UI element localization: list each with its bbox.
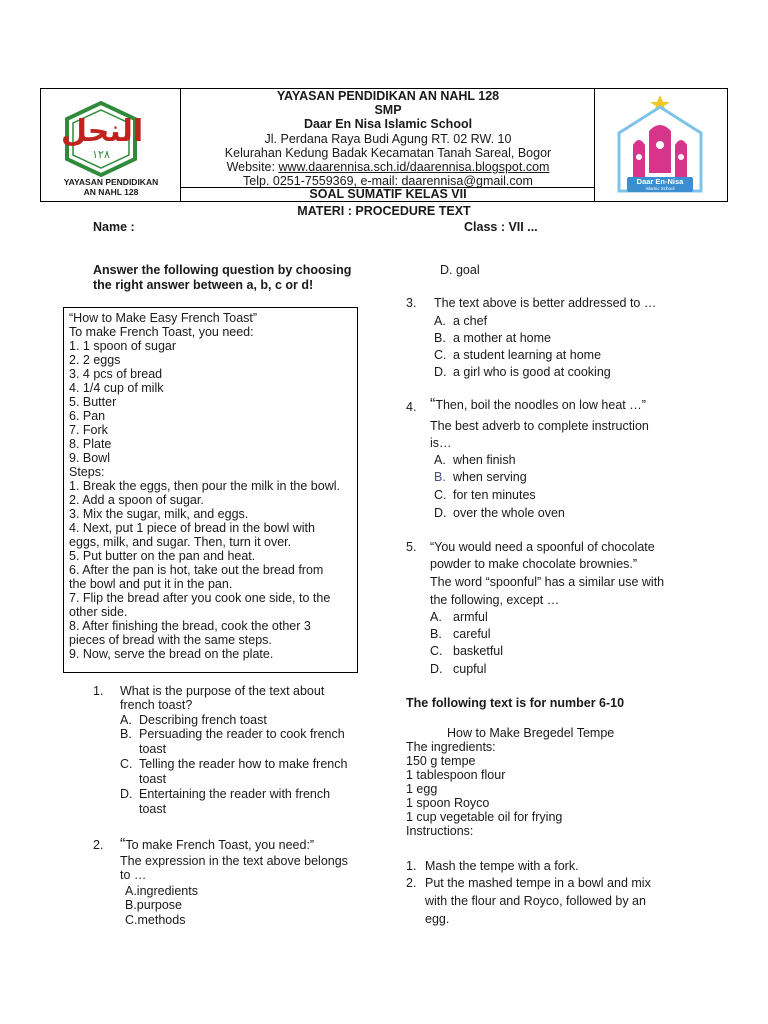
text-line: the bowl and put it in the pan. (69, 577, 233, 591)
option-d-cont: toast (139, 802, 167, 816)
option-b[interactable]: a mother at home (453, 331, 551, 345)
text-line: 4. Next, put 1 piece of bread in the bowl with (69, 521, 315, 535)
option-a[interactable]: A.ingredients (125, 884, 198, 898)
option-letter: B. (434, 331, 446, 345)
address-line2: Kelurahan Kedung Badak Kecamatan Tanah Sareal, Bogor (224, 145, 552, 160)
question-number: 4. (406, 400, 417, 414)
text-line: 4. 1/4 cup of milk (69, 381, 164, 395)
logo-caption-line1: YAYASAN PENDIDIKAN (63, 177, 159, 187)
option-a[interactable]: when finish (453, 453, 516, 467)
q2-option-d[interactable]: D. goal (440, 263, 480, 277)
step-number: 1. (406, 859, 417, 873)
question-stem: What is the purpose of the text about (120, 684, 325, 698)
question-number: 3. (406, 296, 417, 310)
question-stem: is… (430, 436, 452, 450)
option-letter: C. (434, 488, 447, 502)
text-line: Steps: (69, 465, 105, 479)
section-heading: The following text is for number 6-10 (406, 696, 625, 710)
option-b[interactable]: careful (453, 627, 491, 641)
phone-line: Telp. 0251-7559369, e-mail: daarennisa@gmail.com (243, 174, 533, 189)
stem-text: To make French Toast, you need:” (125, 838, 315, 852)
website-label: Website: (226, 160, 279, 175)
question-stem: the following, except … (430, 593, 560, 607)
materi-title: MATERI : PROCEDURE TEXT (297, 204, 471, 218)
option-c-cont: toast (139, 772, 167, 786)
text-line: 1 tablespoon flour (406, 768, 506, 782)
option-d[interactable]: cupful (453, 662, 487, 676)
option-d[interactable]: a girl who is good at cooking (453, 365, 611, 379)
name-field-label: Name : (93, 220, 135, 234)
text-title: How to Make Bregedel Tempe (447, 726, 615, 740)
question-stem: The text above is better addressed to … (434, 296, 657, 310)
address-line1: Jl. Perdana Raya Budi Agung RT. 02 RW. 10 (264, 131, 512, 146)
website-line (181, 160, 595, 174)
text-line: To make French Toast, you need: (69, 325, 254, 339)
option-letter: A. (430, 610, 442, 624)
text-line: 8. Plate (69, 437, 112, 451)
logo-subtitle: Islamic School (645, 186, 675, 191)
text-line: 1 cup vegetable oil for frying (406, 810, 563, 824)
text-line: eggs, milk, and sugar. Then, turn it over. (69, 535, 292, 549)
option-c[interactable]: Telling the reader how to make french (139, 757, 348, 771)
text-line: 1. 1 spoon of sugar (69, 339, 177, 353)
option-b[interactable]: Persuading the reader to cook french (139, 727, 345, 741)
instruction-line2: the right answer between a, b, c or d! (93, 278, 314, 292)
text-line: 6. Pan (69, 409, 106, 423)
school-level: SMP (374, 103, 402, 118)
option-letter: C. (120, 757, 133, 771)
option-a[interactable]: Describing french toast (139, 713, 267, 727)
step-text: with the flour and Royco, followed by an (425, 894, 646, 908)
option-c[interactable]: a student learning at home (453, 348, 602, 362)
stem-text: Then, boil the noodles on low heat …” (435, 398, 646, 412)
website-link[interactable]: www.daarennisa.sch.id/daarennisa.blogspot.com (278, 160, 550, 175)
option-letter: A. (434, 453, 446, 467)
quote-mark: “ (120, 836, 126, 853)
text-line: 6. After the pan is hot, take out the bread from (69, 563, 324, 577)
option-letter: D. (430, 662, 443, 676)
question-number: 1. (93, 684, 104, 698)
text-line: 8. After finishing the bread, cook the other 3 (69, 619, 311, 633)
step-text: egg. (425, 912, 450, 926)
instruction-line1: Answer the following question by choosing (93, 263, 352, 277)
option-letter: D. (434, 506, 447, 520)
foundation-name: YAYASAN PENDIDIKAN AN NAHL 128 (276, 89, 500, 103)
text-line: pieces of bread with the same steps. (69, 633, 272, 647)
option-letter: B. (120, 727, 132, 741)
question-stem: “You would need a spoonful of chocolate (430, 540, 655, 554)
option-d[interactable]: over the whole oven (453, 506, 565, 520)
option-c[interactable]: C.methods (125, 913, 186, 927)
option-a[interactable]: armful (453, 610, 488, 624)
question-stem (430, 398, 646, 412)
text-line: The ingredients: (406, 740, 496, 754)
option-letter: D. (120, 787, 133, 801)
french-toast-text-box (63, 307, 358, 673)
quote-mark: “ (430, 396, 436, 413)
text-line: 9. Bowl (69, 451, 110, 465)
text-line: 9. Now, serve the bread on the plate. (69, 647, 274, 661)
option-letter: D. (434, 365, 447, 379)
text-line: 2. 2 eggs (69, 353, 121, 367)
question-stem: The word “spoonful” has a similar use with (430, 575, 665, 589)
option-letter: B. (434, 470, 446, 484)
daar-en-nisa-logo (613, 93, 707, 197)
option-d[interactable]: Entertaining the reader with french (139, 787, 331, 801)
text-line: “How to Make Easy French Toast” (69, 311, 258, 325)
header-table (40, 88, 728, 202)
text-line: 3. Mix the sugar, milk, and eggs. (69, 507, 249, 521)
option-c[interactable]: basketful (453, 644, 504, 658)
option-a[interactable]: a chef (453, 314, 488, 328)
school-name: Daar En Nisa Islamic School (303, 117, 473, 132)
text-line: 2. Add a spoon of sugar. (69, 493, 204, 507)
option-b-cont: toast (139, 742, 167, 756)
text-line: 5. Butter (69, 395, 117, 409)
step-text: Mash the tempe with a fork. (425, 859, 579, 873)
logo-arabic-text: النحل (61, 114, 144, 149)
school-info (181, 89, 595, 188)
question-stem: The expression in the text above belongs (120, 854, 348, 868)
text-line: 1 spoon Royco (406, 796, 490, 810)
question-stem: french toast? (120, 698, 193, 712)
option-letter: B. (430, 627, 442, 641)
question-stem: The best adverb to complete instruction (430, 419, 649, 433)
option-letter: A. (434, 314, 446, 328)
question-stem: to … (120, 868, 147, 882)
option-b[interactable]: when serving (453, 470, 527, 484)
text-line: 5. Put butter on the pan and heat. (69, 549, 256, 563)
exam-title: SOAL SUMATIF KELAS VII (309, 187, 467, 201)
text-line: 1. Break the eggs, then pour the milk in the bowl. (69, 479, 340, 493)
text-line: other side. (69, 605, 128, 619)
option-letter: C. (434, 348, 447, 362)
question-stem (120, 838, 314, 852)
logo-caption-line2: AN NAHL 128 (83, 187, 139, 197)
text-line: 7. Fork (69, 423, 108, 437)
option-c[interactable]: for ten minutes (453, 488, 536, 502)
step-text: Put the mashed tempe in a bowl and mix (425, 876, 651, 890)
text-line: 150 g tempe (406, 754, 476, 768)
text-line: 7. Flip the bread after you cook one side, to the (69, 591, 331, 605)
question-number: 2. (93, 838, 104, 852)
logo-arabic-number: ١٢٨ (92, 148, 110, 161)
text-line: Instructions: (406, 824, 474, 838)
option-letter: A. (120, 713, 132, 727)
text-line: 3. 4 pcs of bread (69, 367, 163, 381)
step-number: 2. (406, 876, 417, 890)
question-number: 5. (406, 540, 417, 554)
question-stem: powder to make chocolate brownies.” (430, 557, 638, 571)
option-letter: C. (430, 644, 443, 658)
class-field-label: Class : VII ... (464, 220, 538, 234)
text-line: 1 egg (406, 782, 438, 796)
logo-title: Daar En-Nisa (636, 177, 684, 186)
an-nahl-logo (61, 101, 144, 177)
option-b[interactable]: B.purpose (125, 898, 182, 912)
